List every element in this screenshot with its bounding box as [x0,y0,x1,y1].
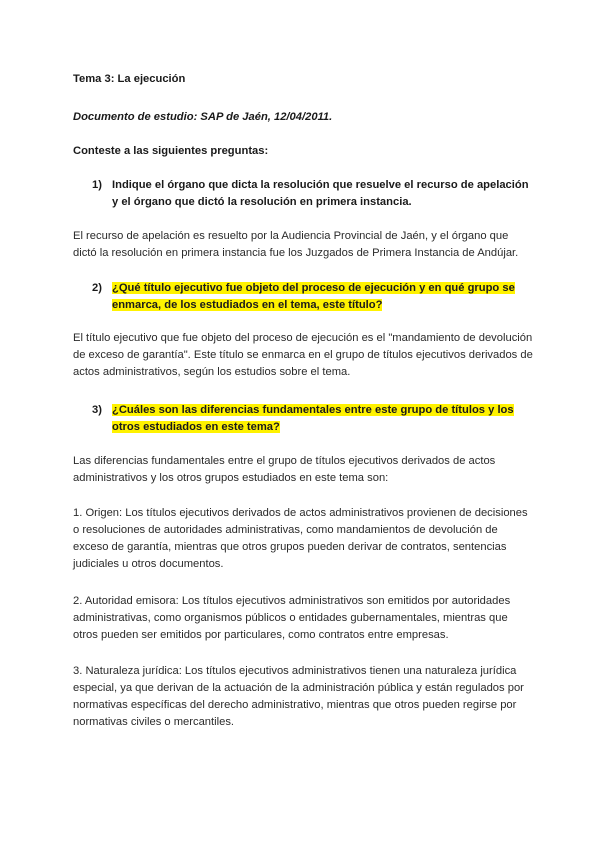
question-2 [92,280,532,314]
question-text: Indique el órgano que dicta la resolución que resuelve el recurso de apelación y el órgano que dictó la resolución en primera instancia. [112,179,529,208]
question-number: 1) [92,179,102,191]
instruction-text: Conteste a las siguientes preguntas: [73,145,269,157]
question-3 [92,402,532,436]
question-text-highlighted: ¿Cuáles son las diferencias fundamentales entre este grupo de títulos y los otros estudiados en este tema? [112,404,514,433]
answer-3-point-authority: 2. Autoridad emisora: Los títulos ejecutivos administrativos son emitidos por autoridades administrativas, como organismos públicos o entidades gubernamentales, mientras que otros pueden ser emitidos por particulares, como contratos entre empresas. [73,595,511,641]
question-text-highlighted: ¿Qué título ejecutivo fue objeto del proceso de ejecución y en qué grupo se enmarca, de los estudiados en el tema, este título? [112,282,515,311]
answer-2: El título ejecutivo que fue objeto del proceso de ejecución es el "mandamiento de devolución de exceso de garantía". Este título se enmarca en el grupo de títulos ejecutivos derivados de actos administrativos, según los estudios sobre el tema. [73,332,533,378]
question-number: 3) [92,404,102,416]
answer-1: El recurso de apelación es resuelto por la Audiencia Provincial de Jaén, y el órgano que dictó la resolución en primera instancia fue los Juzgados de Primera Instancia de Andújar. [73,230,519,259]
answer-3-point-legal-nature: 3. Naturaleza jurídica: Los títulos ejecutivos administrativos tienen una naturaleza jurídica especial, ya que derivan de la actuación de la administración pública y están regulados por normativas específicas del derecho administrativo, mientras que otros pueden regirse por normativas civiles o mercantiles. [73,665,524,728]
question-1 [92,177,532,211]
study-document-reference: Documento de estudio: SAP de Jaén, 12/04/2011. [73,111,333,123]
question-number: 2) [92,282,102,294]
answer-3-intro: Las diferencias fundamentales entre el grupo de títulos ejecutivos derivados de actos administrativos y los otros grupos estudiados en este tema son: [73,455,496,484]
answer-3-point-origin: 1. Origen: Los títulos ejecutivos derivados de actos administrativos provienen de decisiones o resoluciones de autoridades administrativas, como mandamientos de devolución de exceso de garantía, mientras que otros grupos pueden derivar de contratos, sentencias judiciales u otros documentos. [73,507,528,570]
doc-title: Tema 3: La ejecución [73,73,186,85]
